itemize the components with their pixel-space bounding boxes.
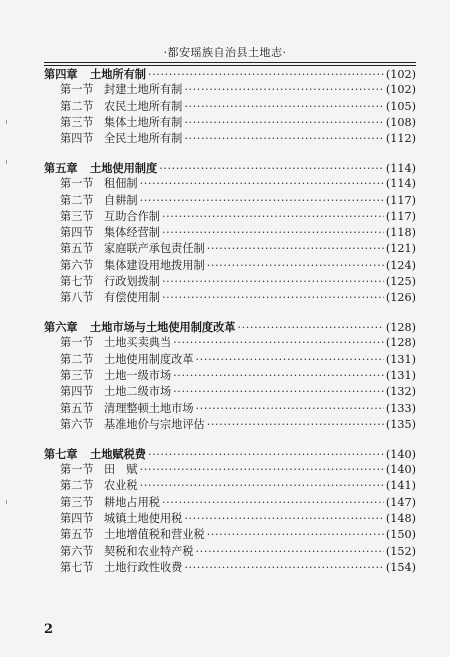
dot-leader: [207, 417, 384, 433]
table-of-contents: [44, 66, 416, 576]
section-title: 集体土地所有制: [104, 115, 183, 129]
page-reference: (133): [385, 401, 416, 415]
dot-leader: [162, 225, 384, 241]
section-title: 契税和农业特产税: [104, 544, 194, 558]
dot-leader: [162, 495, 384, 511]
page-reference: (131): [385, 369, 416, 383]
section-title: 租佃制: [104, 177, 138, 191]
section-number: 第二节: [60, 479, 94, 493]
dot-leader: [207, 241, 384, 257]
page-reference: (128): [385, 336, 416, 350]
toc-section-entry: [44, 225, 416, 241]
dot-leader: [173, 368, 384, 384]
binding-mark: [6, 500, 7, 504]
toc-section-entry: [44, 290, 416, 306]
section-number: 第三节: [60, 369, 94, 383]
dot-leader: [207, 527, 384, 543]
toc-section-entry: [44, 417, 416, 433]
page-reference: (124): [385, 258, 416, 272]
dot-leader: [184, 115, 384, 131]
toc-section-entry: [44, 401, 416, 417]
chapter-spacer: [44, 307, 416, 320]
toc-section-entry: [44, 495, 416, 511]
page-reference: (117): [385, 193, 416, 207]
section-title: 农民土地所有制: [104, 99, 183, 113]
dot-leader: [184, 511, 384, 527]
page-number: 2: [44, 622, 54, 637]
toc-chapter-block: [44, 446, 416, 576]
page-reference: (148): [385, 511, 416, 525]
chapter-number: 第四章: [44, 67, 78, 81]
dot-leader: [184, 560, 384, 576]
toc-section-entry: [44, 176, 416, 192]
dot-leader: [148, 67, 384, 83]
section-title: 互助合作制: [104, 209, 160, 223]
dot-leader: [162, 290, 384, 306]
chapter-number: 第七章: [44, 446, 78, 461]
section-number: 第一节: [60, 83, 94, 97]
page-reference: (117): [385, 209, 416, 223]
toc-section-entry: [44, 544, 416, 560]
toc-section-entry: [44, 511, 416, 527]
section-number: 第一节: [60, 463, 94, 477]
toc-section-entry: [44, 99, 416, 115]
section-title: 农业税: [104, 479, 138, 493]
chapter-spacer: [44, 147, 416, 160]
page-reference: (102): [385, 83, 416, 97]
toc-chapter-entry: [44, 319, 416, 335]
page-reference: (131): [385, 352, 416, 366]
section-number: 第三节: [60, 115, 94, 129]
section-title: 田 赋: [104, 463, 138, 477]
toc-chapter-block: [44, 66, 416, 147]
section-number: 第六节: [60, 417, 94, 431]
page-reference: (147): [385, 495, 416, 509]
chapter-title: 土地所有制: [90, 67, 146, 81]
chapter-number: 第五章: [44, 160, 78, 175]
binding-mark: [6, 160, 7, 164]
section-title: 土地二级市场: [104, 385, 172, 399]
section-number: 第八节: [60, 291, 94, 305]
toc-chapter-block: [44, 319, 416, 433]
section-number: 第六节: [60, 258, 94, 272]
page-reference: (108): [385, 115, 416, 129]
section-title: 全民土地所有制: [104, 132, 183, 146]
dot-leader: [162, 209, 384, 225]
dot-leader: [184, 99, 384, 115]
section-title: 土地使用制度改革: [104, 352, 194, 366]
toc-section-entry: [44, 115, 416, 131]
dot-leader: [140, 176, 384, 192]
section-number: 第二节: [60, 352, 94, 366]
page-reference: (112): [385, 132, 416, 146]
section-number: 第二节: [60, 193, 94, 207]
page-reference: (141): [385, 479, 416, 493]
toc-section-entry: [44, 352, 416, 368]
toc-section-entry: [44, 462, 416, 478]
section-number: 第四节: [60, 132, 94, 146]
chapter-title: 土地市场与土地使用制度改革: [90, 320, 236, 335]
section-number: 第六节: [60, 544, 94, 558]
toc-section-entry: [44, 131, 416, 147]
page-reference: (132): [385, 385, 416, 399]
toc-section-entry: [44, 368, 416, 384]
dot-leader: [140, 478, 384, 494]
section-number: 第四节: [60, 385, 94, 399]
section-title: 土地一级市场: [104, 369, 172, 383]
section-number: 第一节: [60, 177, 94, 191]
chapter-title: 土地使用制度: [90, 160, 158, 175]
section-title: 城镇土地使用税: [104, 511, 183, 525]
toc-section-entry: [44, 209, 416, 225]
page-reference: (135): [385, 417, 416, 431]
section-title: 集体建设用地拨用制: [104, 258, 205, 272]
section-number: 第五节: [60, 528, 94, 542]
section-title: 集体经营制: [104, 226, 160, 240]
section-title: 土地买卖典当: [104, 336, 172, 350]
section-title: 土地行政性收费: [104, 560, 183, 574]
dot-leader: [159, 161, 384, 177]
page-reference: (128): [385, 321, 416, 335]
section-title: 封建土地所有制: [104, 83, 183, 97]
binding-mark: [6, 120, 7, 124]
page-reference: (152): [385, 544, 416, 558]
section-number: 第二节: [60, 99, 94, 113]
section-number: 第四节: [60, 511, 94, 525]
dot-leader: [207, 258, 384, 274]
dot-leader: [173, 384, 384, 400]
page-reference: (140): [385, 463, 416, 477]
section-number: 第一节: [60, 336, 94, 350]
toc-section-entry: [44, 241, 416, 257]
dot-leader: [196, 401, 384, 417]
section-title: 基准地价与宗地评估: [104, 417, 205, 431]
section-number: 第三节: [60, 209, 94, 223]
page-reference: (102): [385, 68, 416, 81]
section-number: 第七节: [60, 275, 94, 289]
toc-chapter-entry: [44, 446, 416, 462]
dot-leader: [184, 82, 384, 98]
toc-section-entry: [44, 82, 416, 98]
dot-leader: [140, 462, 384, 478]
page-reference: (121): [385, 242, 416, 256]
page-reference: (125): [385, 275, 416, 289]
page-reference: (140): [385, 447, 416, 461]
toc-section-entry: [44, 384, 416, 400]
toc-section-entry: [44, 478, 416, 494]
page-reference: (126): [385, 291, 416, 305]
section-title: 自耕制: [104, 193, 138, 207]
section-title: 行政划拨制: [104, 275, 160, 289]
toc-chapter-entry: [44, 160, 416, 176]
chapter-title: 土地赋税费: [90, 446, 146, 461]
page-reference: (114): [385, 177, 416, 191]
dot-leader: [173, 335, 384, 351]
page-reference: (150): [385, 528, 416, 542]
section-title: 耕地占用税: [104, 495, 160, 509]
toc-section-entry: [44, 560, 416, 576]
dot-leader: [148, 447, 384, 463]
toc-section-entry: [44, 527, 416, 543]
section-title: 清理整顿土地市场: [104, 401, 194, 415]
dot-leader: [237, 320, 383, 336]
dot-leader: [196, 352, 384, 368]
page-reference: (105): [385, 99, 416, 113]
dot-leader: [196, 544, 384, 560]
section-number: 第五节: [60, 242, 94, 256]
chapter-number: 第六章: [44, 320, 78, 335]
section-number: 第四节: [60, 226, 94, 240]
section-title: 家庭联产承包责任制: [104, 242, 205, 256]
toc-section-entry: [44, 335, 416, 351]
section-title: 有偿使用制: [104, 291, 160, 305]
page-reference: (118): [385, 226, 416, 240]
section-number: 第五节: [60, 401, 94, 415]
toc-chapter-block: [44, 160, 416, 307]
header-rule: [44, 62, 416, 63]
section-number: 第七节: [60, 560, 94, 574]
dot-leader: [184, 131, 384, 147]
page-reference: (114): [385, 161, 416, 175]
toc-chapter-entry: [44, 66, 416, 82]
dot-leader: [162, 274, 384, 290]
chapter-spacer: [44, 433, 416, 446]
page-reference: (154): [385, 560, 416, 574]
toc-section-entry: [44, 274, 416, 290]
running-head: ·都安瑶族自治县土地志·: [163, 46, 287, 59]
dot-leader: [140, 193, 384, 209]
toc-section-entry: [44, 258, 416, 274]
section-number: 第三节: [60, 495, 94, 509]
toc-section-entry: [44, 193, 416, 209]
section-title: 土地增值税和营业税: [104, 528, 205, 542]
